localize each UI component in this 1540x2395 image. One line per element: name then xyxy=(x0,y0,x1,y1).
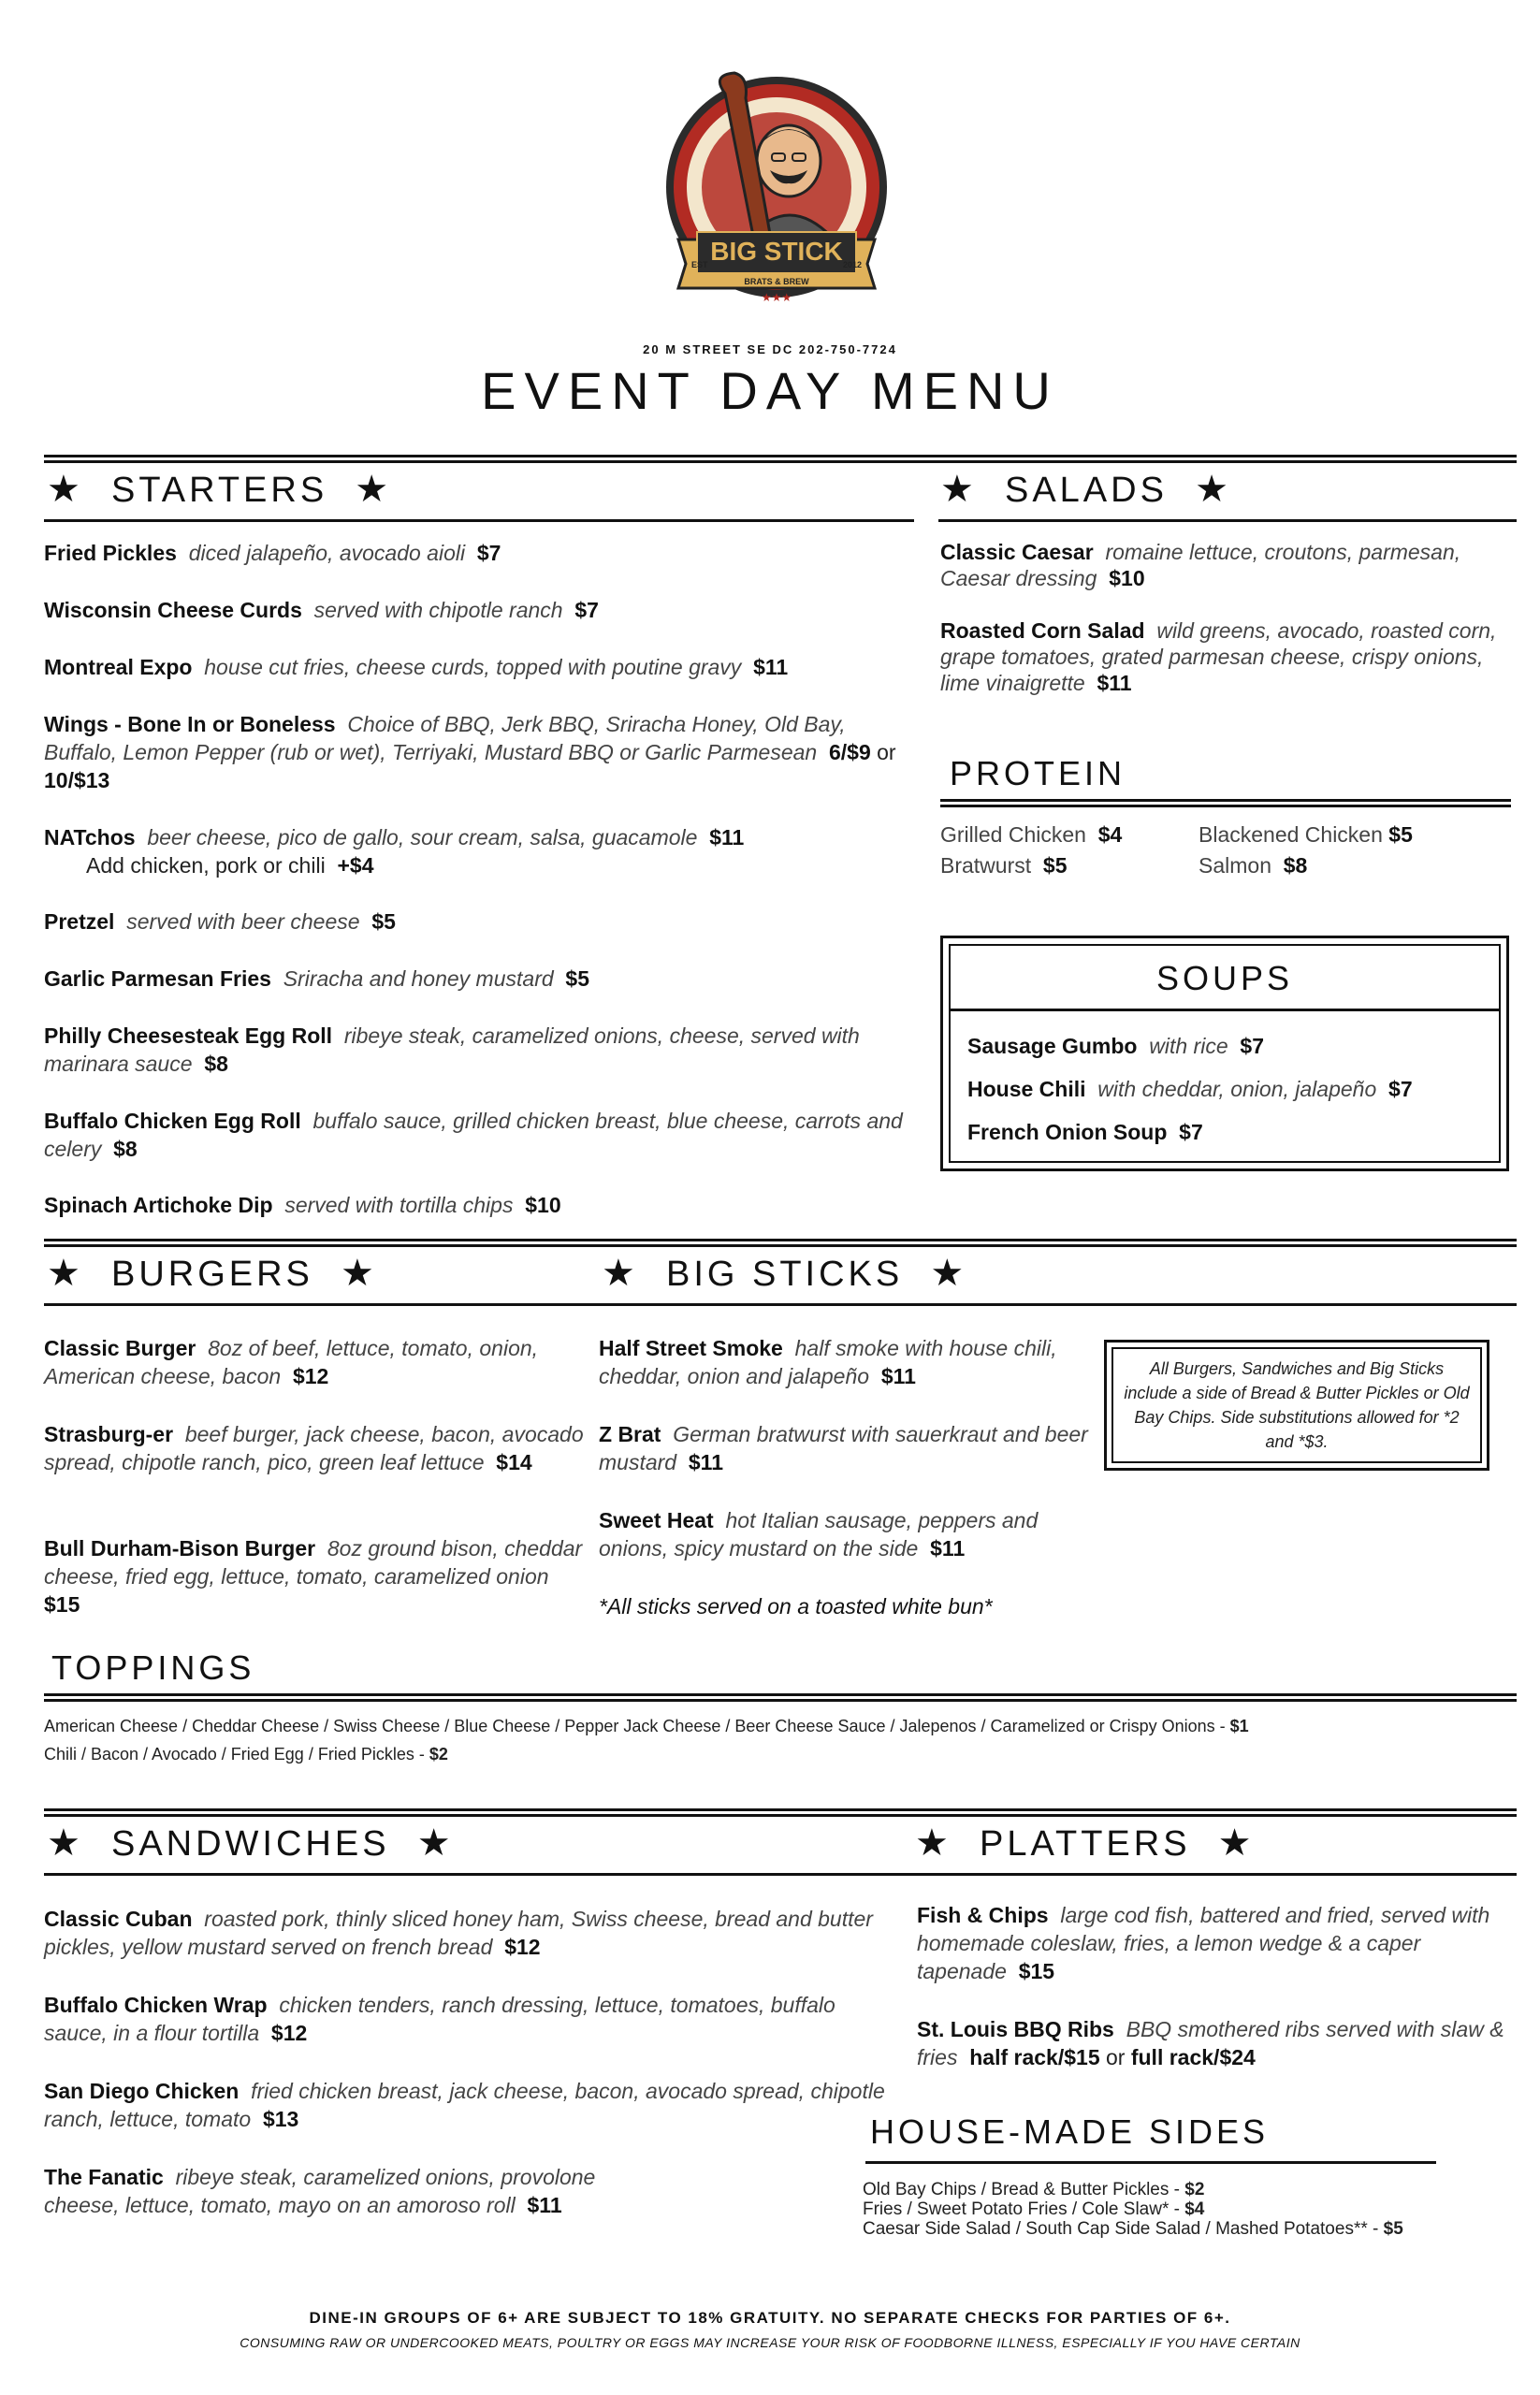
star-icon: ★ xyxy=(915,1822,952,1864)
divider xyxy=(44,519,914,522)
star-icon: ★ xyxy=(47,1822,84,1864)
menu-item: Buffalo Chicken Egg Roll buffalo sauce, grilled chicken breast, blue cheese, carrots and celery $8 xyxy=(44,1109,903,1161)
platters-heading-label: PLATTERS xyxy=(979,1824,1191,1864)
menu-item: Bull Durham-Bison Burger 8oz ground bison, cheddar cheese, fried egg, lettuce, tomato, caramelized onion $15 xyxy=(44,1536,583,1617)
soup-item: House Chili with cheddar, onion, jalapeño $7 xyxy=(967,1077,1413,1101)
soups-heading: SOUPS xyxy=(951,946,1499,1011)
divider xyxy=(44,1693,1517,1702)
address-line: 20 M STREET SE DC 202-750-7724 xyxy=(643,342,897,356)
star-icon: ★ xyxy=(1195,469,1232,510)
toppings-heading: TOPPINGS xyxy=(51,1648,255,1687)
food-safety-notice: CONSUMING RAW OR UNDERCOOKED MEATS, POULTRY OR EGGS MAY INCREASE YOUR RISK OF FOODBORNE ILLNESS, ESPECIALLY IF YOU HAVE CERTAIN xyxy=(240,2335,1300,2350)
menu-item: Z Brat German bratwurst with sauerkraut and beer mustard $11 xyxy=(599,1422,1088,1474)
menu-item: St. Louis BBQ Ribs BBQ smothered ribs served with slaw & fries half rack/$15 or full rack/$24 xyxy=(917,2017,1504,2069)
star-icon: ★ xyxy=(1217,1822,1256,1864)
toppings-line: Chili / Bacon / Avocado / Fried Egg / Fried Pickles - $2 xyxy=(44,1745,448,1764)
protein-heading: PROTEIN xyxy=(950,754,1126,792)
big-stick-logo xyxy=(660,56,893,318)
menu-item: Montreal Expo house cut fries, cheese curds, topped with poutine gravy $11 xyxy=(44,655,789,679)
logo-subtitle: BRATS & BREW xyxy=(744,277,809,286)
menu-item: Pretzel served with beer cheese $5 xyxy=(44,909,396,934)
gratuity-notice: DINE-IN GROUPS OF 6+ ARE SUBJECT TO 18% GRATUITY. NO SEPARATE CHECKS FOR PARTIES OF 6+. xyxy=(309,2309,1231,2327)
menu-item: Garlic Parmesan Fries Sriracha and honey mustard $5 xyxy=(44,966,590,991)
menu-item: Fish & Chips large cod fish, battered and fried, served with homemade coleslaw, fries, a lemon wedge & a caper tapenade $15 xyxy=(917,1903,1490,1983)
page-title: EVENT DAY MENU xyxy=(481,361,1059,420)
logo-year: 2012 xyxy=(843,260,863,269)
platters-heading xyxy=(915,1822,1256,1865)
menu-item: The Fanatic ribeye steak, caramelized onions, provolone cheese, lettuce, tomato, mayo on an amoroso roll $11 xyxy=(44,2165,596,2217)
star-icon: ★ xyxy=(341,1253,378,1294)
burgers-heading xyxy=(47,1252,378,1295)
star-icon: ★ xyxy=(416,1822,455,1864)
sides-note: All Burgers, Sandwiches and Big Sticks include a side of Bread & Butter Pickles or Old Bay Chips. Side substitutions allowed for *2 and *$3. xyxy=(1124,1359,1470,1451)
menu-item: Spinach Artichoke Dip served with tortilla chips $10 xyxy=(44,1193,561,1217)
divider xyxy=(44,1873,1517,1876)
sides-note-box xyxy=(1104,1340,1489,1471)
star-icon: ★ xyxy=(355,469,393,510)
starters-heading-label: STARTERS xyxy=(110,471,328,510)
divider xyxy=(44,1239,1517,1247)
star-icon: ★ xyxy=(47,469,84,510)
menu-item: San Diego Chicken fried chicken breast, jack cheese, bacon, avocado spread, chipotle ranch, lettuce, tomato $13 xyxy=(44,2079,885,2131)
logo-est: EST xyxy=(691,260,708,269)
menu-item: Strasburg-er beef burger, jack cheese, bacon, avocado spread, chipotle ranch, pico, green leaf lettuce $14 xyxy=(44,1422,584,1474)
menu-item: Wings - Bone In or Boneless Choice of BBQ, Jerk BBQ, Sriracha Honey, Old Bay, Buffalo, Lemon Pepper (rub or wet), Terriyaki, Mustard BBQ or Garlic Parmesean 6/$9 or 10/$13 xyxy=(44,712,896,792)
divider xyxy=(938,519,1517,522)
divider xyxy=(44,1808,1517,1817)
logo-title: BIG STICK xyxy=(710,237,843,266)
big-sticks-note: *All sticks served on a toasted white bun* xyxy=(599,1594,993,1618)
starters-heading xyxy=(47,468,392,511)
star-icon: ★ xyxy=(602,1253,639,1294)
menu-item: Sweet Heat hot Italian sausage, peppers and onions, spicy mustard on the side $11 xyxy=(599,1508,1039,1560)
big-sticks-heading-label: BIG STICKS xyxy=(665,1255,904,1294)
menu-item: Half Street Smoke half smoke with house chili, cheddar, onion and jalapeño $11 xyxy=(599,1336,1057,1388)
salads-heading xyxy=(940,468,1232,511)
logo-banner xyxy=(678,232,875,304)
burgers-heading-label: BURGERS xyxy=(110,1255,313,1294)
sandwiches-heading xyxy=(47,1822,455,1865)
soup-item: Sausage Gumbo with rice $7 xyxy=(967,1034,1264,1058)
menu-item: Classic Cuban roasted pork, thinly sliced honey ham, Swiss cheese, bread and butter pickles, yellow mustard served on french bread $12 xyxy=(44,1907,873,1959)
star-icon: ★ xyxy=(930,1253,968,1294)
divider xyxy=(44,455,1517,463)
menu-item: Fried Pickles diced jalapeño, avocado aioli $7 xyxy=(44,541,501,565)
protein-item: Grilled Chicken $4 xyxy=(940,822,1123,847)
salads-heading-label: SALADS xyxy=(1004,471,1168,510)
divider xyxy=(44,1303,1517,1306)
divider xyxy=(865,2161,1436,2164)
menu-item: Buffalo Chicken Wrap chicken tenders, ranch dressing, lettuce, tomatoes, buffalo sauce, in a flour tortilla $12 xyxy=(44,1993,835,2045)
sandwiches-heading-label: SANDWICHES xyxy=(110,1824,390,1864)
sides-line: Caesar Side Salad / South Cap Side Salad / Mashed Potatoes** - $5 xyxy=(863,2219,1403,2239)
menu-item: Classic Burger 8oz of beef, lettuce, tomato, onion, American cheese, bacon $12 xyxy=(44,1336,539,1388)
star-icon: ★ xyxy=(940,469,978,510)
menu-item: Roasted Corn Salad wild greens, avocado, roasted corn, grape tomatoes, grated parmesan cheese, crispy onions, lime vinaigrette $11 xyxy=(940,618,1497,695)
sides-line: Old Bay Chips / Bread & Butter Pickles - $2 xyxy=(863,2180,1205,2199)
toppings-line: American Cheese / Cheddar Cheese / Swiss Cheese / Blue Cheese / Pepper Jack Cheese / Beer Cheese Sauce / Jalepenos / Caramelized or Crispy Onions - $1 xyxy=(44,1717,1249,1735)
star-icon: ★ xyxy=(47,1253,84,1294)
menu-item: Classic Caesar romaine lettuce, croutons, parmesan, Caesar dressing $10 xyxy=(940,540,1461,590)
sides-list xyxy=(863,2180,1403,2239)
protein-item: Salmon $8 xyxy=(1199,853,1308,878)
menu-item: Wisconsin Cheese Curds served with chipotle ranch $7 xyxy=(44,598,599,622)
protein-item: Blackened Chicken $5 xyxy=(1199,822,1413,847)
protein-item: Bratwurst $5 xyxy=(940,853,1068,878)
menu-item: NATchos beer cheese, pico de gallo, sour cream, salsa, guacamole $11 Add chicken, pork or chili +$4 xyxy=(44,825,745,878)
soups-box xyxy=(940,936,1509,1171)
menu-item: Philly Cheesesteak Egg Roll ribeye steak, caramelized onions, cheese, served with marinara sauce $8 xyxy=(44,1023,860,1076)
sides-heading: HOUSE-MADE SIDES xyxy=(870,2112,1270,2151)
logo-stars: ★★★ xyxy=(761,291,792,304)
sides-line: Fries / Sweet Potato Fries / Cole Slaw* - $4 xyxy=(863,2199,1205,2219)
divider xyxy=(940,799,1511,807)
soup-item: French Onion Soup $7 xyxy=(967,1120,1203,1144)
big-sticks-heading xyxy=(602,1252,967,1295)
